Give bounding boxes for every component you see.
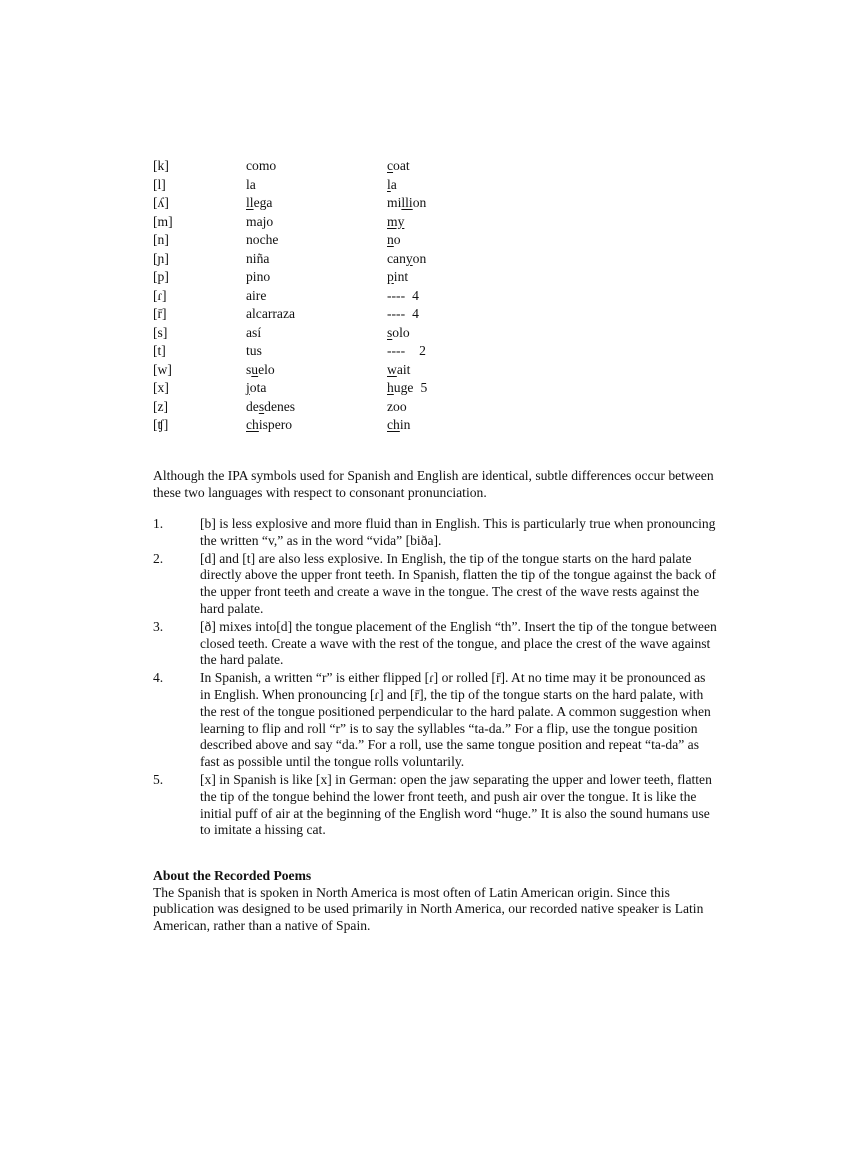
word-part: on	[412, 195, 427, 210]
word-part: o	[393, 232, 401, 247]
word-part: can	[387, 250, 406, 266]
english-example	[387, 213, 404, 231]
note-text: [b] is less explosive and more fluid than in English. This is particularly true when pronouncing the written “v,” as in the word “vida” [biða].	[200, 516, 716, 548]
english-example	[387, 231, 401, 249]
word-part: de	[246, 398, 259, 414]
ipa-symbol: [r̄]	[153, 306, 167, 321]
note-number: 3.	[153, 618, 164, 634]
highlighted-letters: ch	[387, 417, 400, 432]
highlighted-letters: j	[246, 380, 250, 395]
note-number: 4.	[153, 670, 164, 686]
spanish-example: tus	[246, 343, 262, 358]
highlighted-letters: p	[387, 269, 394, 284]
word-part: denes	[264, 398, 296, 414]
spanish-example	[246, 361, 275, 379]
note-reference: 2	[419, 343, 426, 358]
english-example	[387, 324, 410, 342]
highlighted-letters: w	[387, 361, 397, 377]
ipa-symbol: [s]	[153, 324, 168, 340]
word-part: ota	[249, 380, 267, 395]
highlighted-letters: ch	[246, 417, 259, 432]
spanish-example: la	[246, 176, 256, 192]
word-part: ----	[387, 287, 406, 303]
note-reference: 5	[420, 380, 428, 395]
note-text: [x] in Spanish is like [x] in German: open the jaw separating the upper and lower teeth, flatten the tip of the tongue behind the lower front teeth, and push air over the tongue. It is like the initial puff of air at the beginning of the English word “huge.” It is also the sound humans use to imitate a hissing cat.	[200, 771, 712, 838]
pronunciation-notes-list	[153, 516, 719, 840]
spanish-example	[246, 398, 295, 416]
ipa-symbol: [n]	[153, 232, 169, 247]
word-part: in	[399, 417, 411, 432]
word-part: ispero	[258, 417, 293, 432]
spanish-example: aire	[246, 287, 267, 303]
note-text: [d] and [t] are also less explosive. In English, the tip of the tongue starts on the hard palate directly above the upper front teeth. In Spanish, flatten the tip of the tongue against the back of the upper front teeth and create a wave in the tongue. The crest of the wave rests against the hard palate.	[200, 550, 717, 616]
highlighted-letters: h	[387, 380, 394, 395]
spanish-example	[246, 379, 266, 397]
english-example	[387, 398, 407, 416]
intro-paragraph: Although the IPA symbols used for Spanish and English are identical, subtle differences occur between these two languages with respect to consonant pronunciation.	[153, 468, 714, 500]
spanish-example: alcarraza	[246, 306, 296, 321]
english-example	[387, 416, 410, 434]
list-item	[153, 670, 719, 771]
highlighted-letters: lli	[401, 195, 413, 210]
word-part: ----	[387, 306, 406, 321]
word-part: mi	[387, 195, 402, 210]
ipa-symbol: [z]	[153, 398, 169, 414]
spanish-example: como	[246, 158, 277, 173]
word-part: uge	[393, 380, 414, 395]
spanish-example: así	[246, 324, 262, 340]
ipa-symbol: [m]	[153, 213, 173, 229]
english-example	[387, 287, 419, 305]
highlighted-letters: n	[387, 232, 394, 247]
word-part: s	[246, 361, 252, 377]
word-part: int	[393, 269, 409, 284]
ipa-symbol: [ɲ]	[153, 250, 169, 266]
english-example	[387, 379, 427, 397]
note-reference: 4	[412, 306, 419, 321]
english-example	[387, 268, 408, 286]
word-part: oat	[393, 158, 410, 173]
ipa-symbol: [ɾ]	[153, 287, 167, 303]
spanish-example: noche	[246, 232, 279, 247]
highlighted-letters: s	[387, 324, 393, 340]
spanish-example: pino	[246, 269, 271, 284]
word-part: olo	[392, 324, 410, 340]
english-example	[387, 176, 397, 194]
ipa-symbol: [t]	[153, 343, 166, 358]
highlighted-letters: my	[387, 213, 405, 229]
note-number: 2.	[153, 550, 164, 566]
note-text: In Spanish, a written “r” is either flipped [ɾ] or rolled [r̄]. At no time may it be pronounced as in English. When pronouncing [ɾ] and [r̄], the tip of the tongue starts on the hard palate, with the rest of the tongue positioned perpendicular to the hard palate. A common suggestion when learning to flip and roll “r” is to say the syllables “ta-da.” For a flip, use the tongue position described above and say “da.” For a roll, use the same tongue position and repeat “ta-da” as fast as possible until the tongue rolls voluntarily.	[200, 670, 711, 770]
note-text: [ð] mixes into[d] the tongue placement of the English “th”. Insert the tip of the tongue between closed teeth. Create a wave with the rest of the tongue, and place the crest of the wave against the hard palate.	[200, 618, 717, 668]
note-number: 5.	[153, 771, 164, 787]
english-example	[387, 250, 426, 268]
word-part: ait	[396, 361, 411, 377]
english-example	[387, 342, 426, 360]
word-part: ega	[253, 195, 273, 210]
note-number: 1.	[153, 516, 164, 531]
highlighted-letters: y	[405, 250, 413, 266]
ipa-symbol: [w]	[153, 361, 172, 377]
highlighted-letters: l	[387, 176, 391, 192]
list-item	[153, 772, 719, 839]
about-section	[153, 868, 723, 934]
list-item	[153, 516, 719, 550]
ipa-symbol: [ʎ]	[153, 195, 169, 210]
word-part: ----	[387, 343, 406, 358]
ipa-symbol: [p]	[153, 269, 169, 284]
spanish-example	[246, 416, 292, 434]
list-item	[153, 551, 719, 618]
ipa-symbol: [ʧ]	[153, 417, 169, 432]
note-reference: 4	[412, 287, 419, 303]
english-example	[387, 157, 410, 175]
english-example	[387, 194, 426, 212]
english-example	[387, 305, 419, 323]
word-part: elo	[258, 361, 275, 377]
spanish-example: niña	[246, 250, 270, 266]
word-part: a	[390, 176, 397, 192]
about-heading: About the Recorded Poems	[153, 868, 312, 883]
ipa-symbol: [x]	[153, 380, 169, 395]
highlighted-letters: c	[387, 158, 394, 173]
ipa-symbol: [k]	[153, 158, 169, 173]
highlighted-letters: ll	[246, 195, 254, 210]
highlighted-letters: s	[258, 398, 265, 414]
list-item	[153, 619, 719, 669]
ipa-symbol: [l]	[153, 176, 166, 192]
highlighted-letters: u	[251, 361, 259, 377]
spanish-example	[246, 194, 272, 212]
about-paragraph: The Spanish that is spoken in North America is most often of Latin American origin. Since this publication was designed to be used primarily in North America, our recorded native speaker is Latin American, rather than a native of Spain.	[153, 884, 704, 933]
word-part: on	[412, 250, 427, 266]
english-example	[387, 361, 410, 379]
spanish-example: majo	[246, 213, 274, 229]
word-part: zoo	[387, 398, 407, 414]
